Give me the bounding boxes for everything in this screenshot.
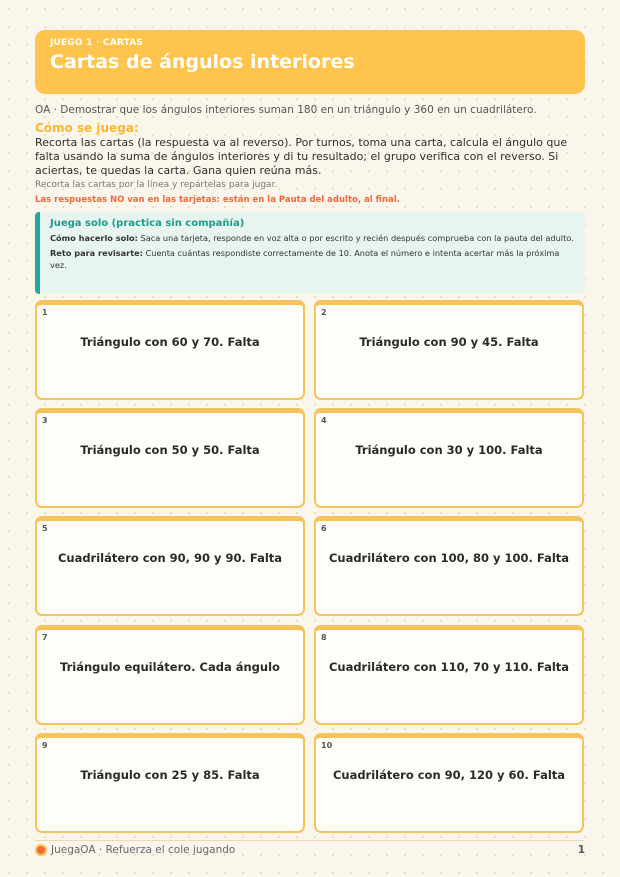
card-number: 6 xyxy=(321,524,327,533)
card-question: Cuadrilátero con 100, 80 y 100. Falta xyxy=(328,551,570,565)
card-number: 10 xyxy=(321,741,333,750)
card-question: Cuadrilátero con 90, 120 y 60. Falta xyxy=(332,768,566,782)
page-number: 1 xyxy=(577,844,585,856)
card-number: 1 xyxy=(42,308,48,317)
card-2 xyxy=(314,300,584,400)
solo-how-text: Saca una tarjeta, responde en voz alta o por escrito y recién después comprueba con la pauta del adulto. xyxy=(137,233,574,243)
card-question: Cuadrilátero con 110, 70 y 110. Falta xyxy=(328,660,570,674)
card-5 xyxy=(35,516,305,616)
card-3 xyxy=(35,408,305,508)
learning-objective: OA · Demostrar que los ángulos interiores suman 180 en un triángulo y 360 en un cuadrilátero. xyxy=(35,104,537,116)
card-9 xyxy=(35,733,305,833)
card-question: Triángulo con 30 y 100. Falta xyxy=(355,443,543,457)
card-number: 7 xyxy=(42,633,48,642)
brand-logo-icon xyxy=(35,844,47,856)
footer-brand: JuegaOA · Refuerza el cole jugando xyxy=(51,844,236,856)
card-10 xyxy=(314,733,584,833)
card-question: Triángulo con 60 y 70. Falta xyxy=(80,335,260,349)
card-number: 2 xyxy=(321,308,327,317)
how-to-play-heading: Cómo se juega: xyxy=(35,121,139,135)
card-number: 9 xyxy=(42,741,48,750)
solo-how-line xyxy=(50,232,575,244)
card-4 xyxy=(314,408,584,508)
game-kicker: JUEGO 1 · CARTAS xyxy=(50,38,144,48)
answers-warning: Las respuestas NO van en las tarjetas: están en la Pauta del adulto, al final. xyxy=(35,195,400,205)
card-question: Triángulo con 90 y 45. Falta xyxy=(359,335,539,349)
cut-instruction: Recorta las cartas por la línea y repártelas para jugar. xyxy=(35,180,278,190)
card-number: 3 xyxy=(42,416,48,425)
solo-how-label: Cómo hacerlo solo: xyxy=(50,233,138,243)
footer xyxy=(35,843,585,859)
page-title: Cartas de ángulos interiores xyxy=(50,51,355,73)
card-8 xyxy=(314,625,584,725)
solo-challenge-label: Reto para revisarte: xyxy=(50,248,143,258)
card-number: 8 xyxy=(321,633,327,642)
card-number: 4 xyxy=(321,416,327,425)
card-question: Triángulo con 25 y 85. Falta xyxy=(80,768,260,782)
card-7 xyxy=(35,625,305,725)
card-number: 5 xyxy=(42,524,48,533)
game-header xyxy=(35,30,585,94)
card-1 xyxy=(35,300,305,400)
solo-challenge-line xyxy=(50,247,575,271)
how-to-play-text: Recorta las cartas (la respuesta va al reverso). Por turnos, toma una carta, calcula el ángulo que falta usando la suma de ángulos interiores y di tu resultado; el grupo verifica con el reverso. Si aciertas, te quedas la carta. Gana quien reúna más. xyxy=(35,136,568,177)
card-6 xyxy=(314,516,584,616)
solo-play-box xyxy=(35,212,585,294)
card-question: Triángulo equilátero. Cada ángulo xyxy=(60,660,280,674)
footer-divider xyxy=(35,840,585,841)
card-question: Triángulo con 50 y 50. Falta xyxy=(80,443,260,457)
card-question: Cuadrilátero con 90, 90 y 90. Falta xyxy=(57,551,283,565)
solo-title: Juega solo (practica sin compañía) xyxy=(50,218,245,229)
solo-challenge-text: Cuenta cuántas respondiste correctamente de 10. Anota el número e intenta acertar más la próxima vez. xyxy=(50,248,560,270)
